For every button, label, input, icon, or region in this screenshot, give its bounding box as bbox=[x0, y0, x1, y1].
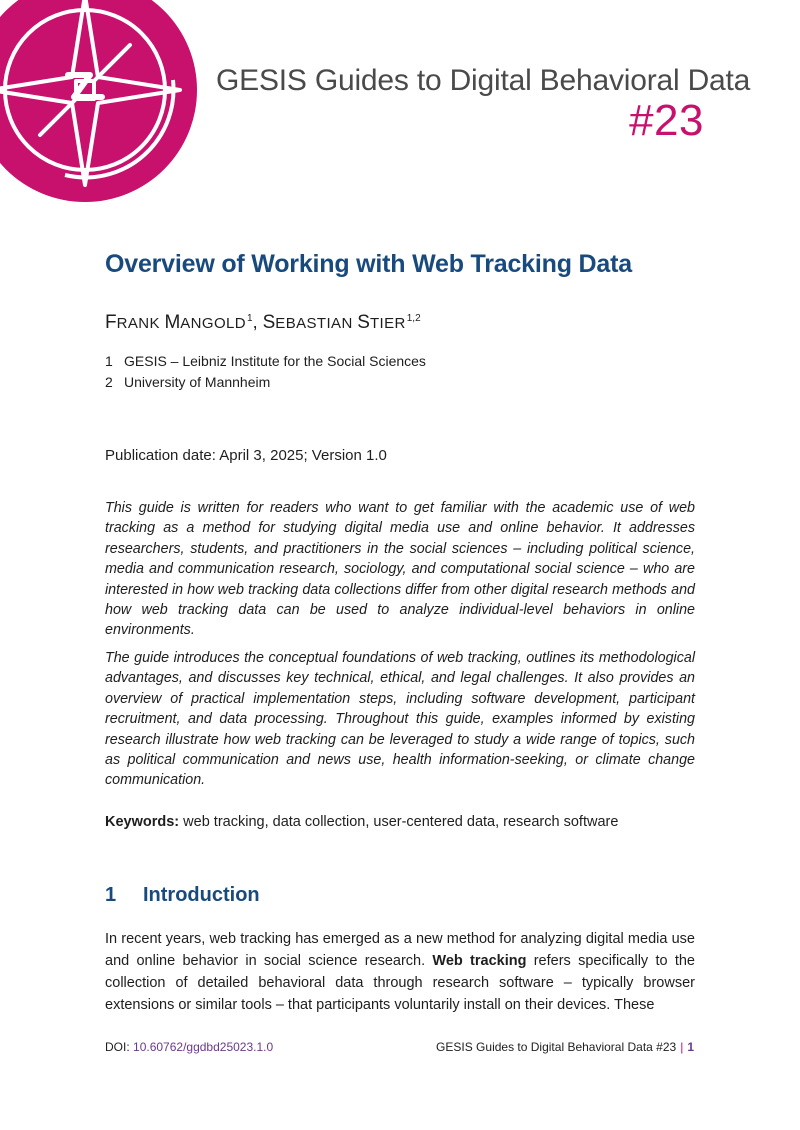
section-title: Introduction bbox=[143, 884, 260, 906]
publication-date: Publication date: April 3, 2025; Version 1.0 bbox=[105, 447, 387, 464]
paper-title: Overview of Working with Web Tracking Data bbox=[105, 250, 632, 278]
bold-term: Web tracking bbox=[432, 953, 527, 969]
section-number: 1 bbox=[105, 884, 117, 906]
section-heading bbox=[105, 884, 260, 907]
author-affiliation-sup: 1,2 bbox=[406, 313, 421, 324]
intro-paragraph: In recent years, web tracking has emerged as a new method for analyzing digital media use and online behavior in social science research. Web tracking refers specifically to the collection of detailed behavioral data through research software – typically browser extensions or similar tools – that participants voluntarily install on their devices. These bbox=[105, 931, 695, 1013]
affiliation-item: 2 University of Mannheim bbox=[105, 374, 271, 390]
abstract-paragraph: This guide is written for readers who want to get familiar with the academic use of web tracking as a method for studying digital media use and online behavior. It addresses researchers, students, and practitioners in the social sciences – including political science, media and communication research, sociology, and computational social science – who are interested in how web tracking data collections differ from other digital research methods and how web tracking data can be used to analyze individual-level behaviors in online environments. bbox=[105, 500, 695, 639]
author-2: SEBASTIAN STIER$^{1,2}$ bbox=[262, 312, 421, 333]
footer-doi: DOI: 10.60762/ggdbd25023.1.0 bbox=[105, 1040, 274, 1054]
keywords-text: web tracking, data collection, user-centered data, research software bbox=[179, 814, 619, 830]
keywords bbox=[105, 814, 618, 830]
author-1: FRANK MANGOLD$^1$ bbox=[105, 312, 253, 333]
author-affiliation-sup: 1 bbox=[247, 313, 253, 324]
page-number: 1 bbox=[687, 1040, 694, 1054]
footer-series: GESIS Guides to Digital Behavioral Data #23 | 1 bbox=[436, 1040, 694, 1054]
abstract-paragraph: The guide introduces the conceptual foundations of web tracking, outlines its methodological advantages, and discusses key technical, ethical, and legal challenges. It also provides an overview of practical implementation steps, including software development, participant recruitment, and data processing. Throughout this guide, examples informed by existing research illustrate how web tracking can be leveraged to study a wide range of topics, such as political communication and news use, health information-seeking, or climate change communication. bbox=[105, 650, 695, 789]
keywords-label: Keywords: bbox=[105, 814, 180, 830]
author-list: FRANK MANGOLD$^1$, SEBASTIAN STIER$^{1,2}$ bbox=[105, 312, 421, 333]
series-title: GESIS Guides to Digital Behavioral Data bbox=[216, 64, 751, 97]
compass-logo-icon bbox=[0, 0, 200, 205]
series-number: #23 bbox=[629, 96, 704, 145]
affiliation-item: 1 GESIS – Leibniz Institute for the Social Sciences bbox=[105, 353, 426, 369]
affiliations bbox=[105, 351, 426, 393]
doi-link[interactable]: 10.60762/ggdbd25023.1.0 bbox=[133, 1040, 274, 1054]
